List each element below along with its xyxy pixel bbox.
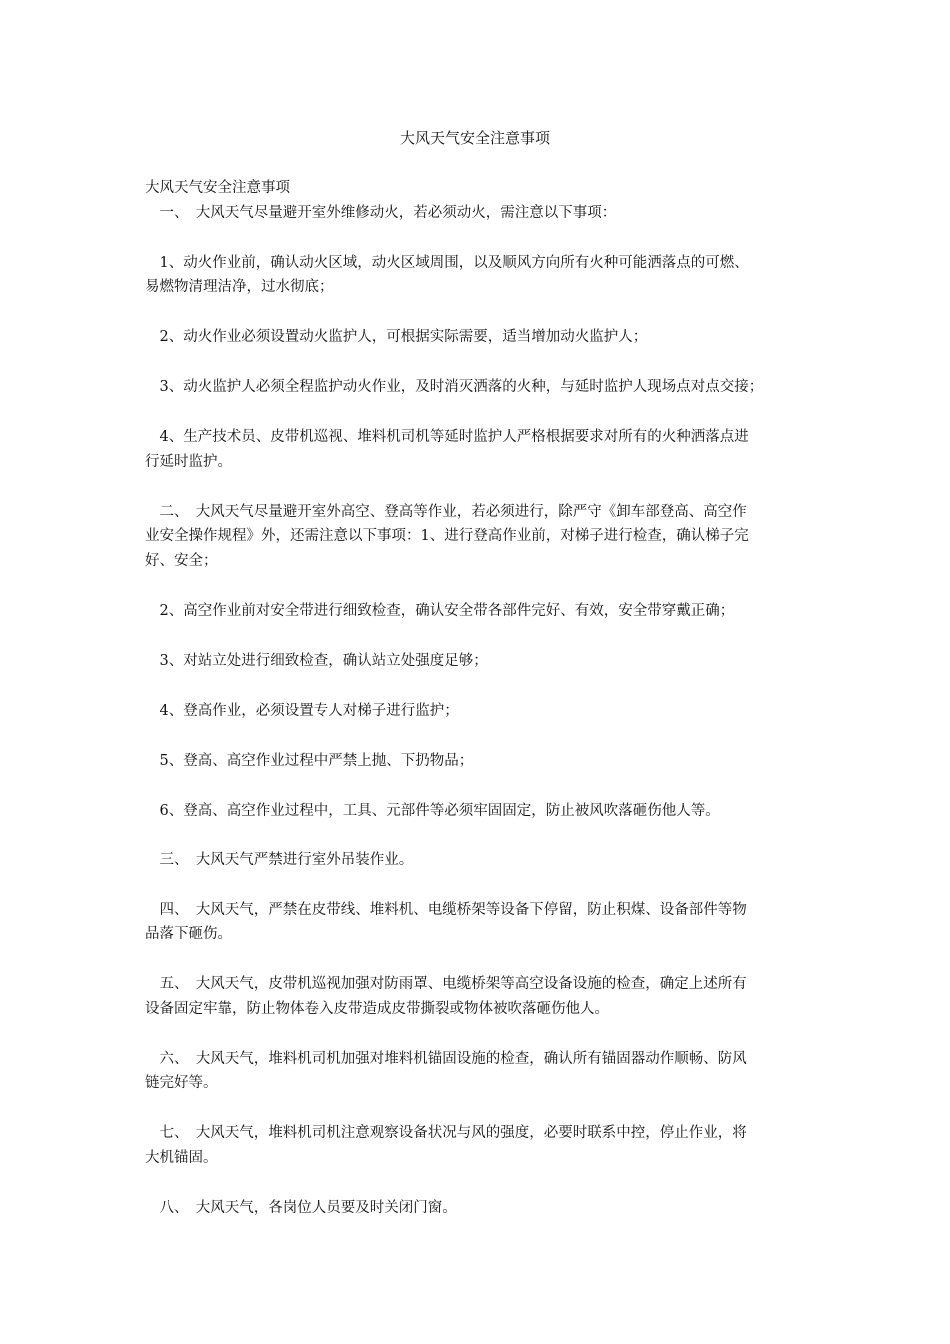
text-line: 业安全操作规程》外，还需注意以下事项：1、进行登高作业前，对梯子进行检查，确认梯子完 [145,528,749,544]
text-line: 大机锚固。 [145,1150,218,1166]
page-title: 大风天气安全注意事项 [399,129,550,147]
text-line: 设备固定牢靠，防止物体卷入皮带造成皮带撕裂或物体被吹落砸伤他人。 [145,1001,609,1017]
text-line: 七、 大风天气，堆料机司机注意观察设备状况与风的强度，必要时联系中控，停止作业，将 [145,1125,747,1141]
text-line: 2、高空作业前对安全带进行细致检查，确认安全带各部件完好、有效，安全带穿戴正确； [145,603,735,619]
text-line: 2、动火作业必须设置动火监护人，可根据实际需要，适当增加动火监护人； [145,329,648,345]
text-line: 五、 大风天气，皮带机巡视加强对防雨罩、电缆桥架等高空设备设施的检查，确定上述所有 [145,976,747,992]
text-line: 4、登高作业，必须设置专人对梯子进行监护； [145,703,459,719]
text-line: 行延时监护。 [145,454,232,470]
text-line: 六、 大风天气，堆料机司机加强对堆料机锚固设施的检查，确认所有锚固器动作顺畅、防风 [145,1051,747,1067]
text-line: 链完好等。 [145,1075,218,1091]
text-line: 5、登高、高空作业过程中严禁上抛、下扔物品； [145,753,474,769]
section-heading: 大风天气安全注意事项 [145,180,290,196]
text-line: 好、安全； [145,553,218,569]
text-line: 四、 大风天气，严禁在皮带线、堆料机、电缆桥架等设备下停留，防止积煤、设备部件等物 [145,902,747,918]
text-line: 3、对站立处进行细致检查，确认站立处强度足够； [145,653,488,669]
text-line: 三、 大风天气严禁进行室外吊装作业。 [145,852,414,868]
text-line: 一、 大风天气尽量避开室外维修动火，若必须动火，需注意以下事项： [145,205,617,221]
text-line: 易燃物清理洁净，过水彻底； [145,279,334,295]
text-line: 4、生产技术员、皮带机巡视、堆料机司机等延时监护人严格根据要求对所有的火种洒落点进 [145,429,749,445]
text-line: 二、 大风天气尽量避开室外高空、登高等作业，若必须进行，除严守《卸车部登高、高空作 [145,504,747,520]
text-line: 八、 大风天气，各岗位人员要及时关闭门窗。 [145,1200,457,1216]
text-line: 6、登高、高空作业过程中，工具、元部件等必须牢固固定，防止被风吹落砸伤他人等。 [145,803,720,819]
text-line: 品落下砸伤。 [145,926,232,942]
text-line: 1、动火作业前，确认动火区域，动火区域周围，以及顺风方向所有火种可能洒落点的可燃、 [145,255,749,271]
text-line: 3、动火监护人必须全程监护动火作业，及时消灭洒落的火种，与延时监护人现场点对点交接； [145,379,764,395]
